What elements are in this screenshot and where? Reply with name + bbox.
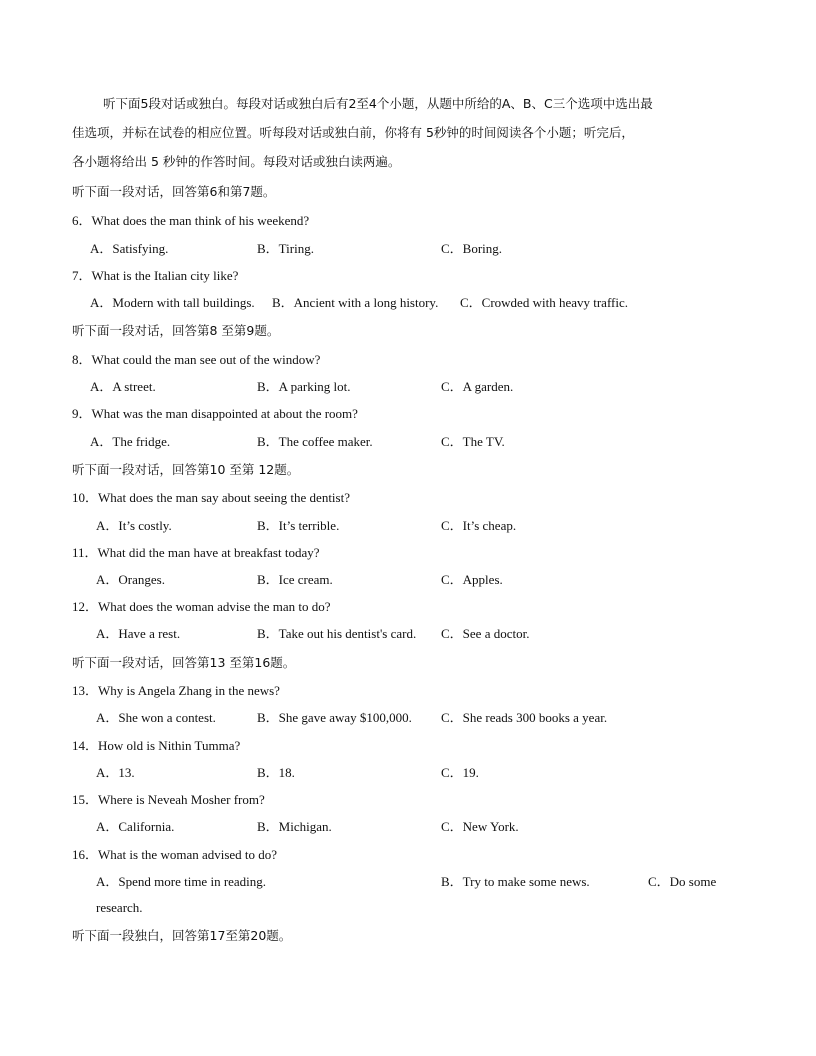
question-text: 10．What does the man say about seeing the dentist? — [72, 490, 350, 505]
option-b: B．Ice cream. — [257, 572, 333, 587]
option-c: C．New York. — [441, 819, 519, 834]
question-text: 6．What does the man think of his weekend? — [72, 213, 310, 228]
option-a: A．The fridge. — [90, 434, 171, 449]
section-heading: 听下面一段独白，回答第17至第20题。 — [72, 928, 292, 943]
option-b: B．18. — [257, 765, 295, 780]
section-heading: 听下面一段对话，回答第6和第7题。 — [72, 184, 276, 199]
question-text: 8．What could the man see out of the window? — [72, 352, 321, 367]
option-a: A．California. — [96, 819, 175, 834]
question-text: 7．What is the Italian city like? — [72, 268, 239, 283]
section-heading: 听下面一段对话，回答第13 至第16题。 — [72, 655, 296, 670]
intro-line-1: 听下面5段对话或独白。每段对话或独白后有2至4个小题，从题中所给的A、B、C三个选项中选出最 — [103, 96, 653, 111]
option-a: A．It’s costly. — [96, 518, 172, 533]
option-c-continued: research. — [96, 900, 143, 915]
option-c: C．She reads 300 books a year. — [441, 710, 608, 725]
option-a: A．She won a contest. — [96, 710, 216, 725]
option-a: A．A street. — [90, 379, 156, 394]
question-text: 11．What did the man have at breakfast today? — [72, 545, 320, 560]
question-text: 13．Why is Angela Zhang in the news? — [72, 683, 280, 698]
option-c: C．The TV. — [441, 434, 505, 449]
question-text: 15．Where is Neveah Mosher from? — [72, 792, 265, 807]
option-b: B．Take out his dentist's card. — [257, 626, 417, 641]
option-c: C．It’s cheap. — [441, 518, 517, 533]
option-c: C．19. — [441, 765, 479, 780]
option-c: C．Apples. — [441, 572, 503, 587]
option-a: A．Oranges. — [96, 572, 165, 587]
section-heading: 听下面一段对话，回答第8 至第9题。 — [72, 323, 280, 338]
question-text: 14．How old is Nithin Tumma? — [72, 738, 241, 753]
option-c: C．Crowded with heavy traffic. — [460, 295, 628, 310]
intro-line-3: 各小题将给出 5 秒钟的作答时间。每段对话或独白读两遍。 — [72, 154, 401, 169]
option-c: C．See a doctor. — [441, 626, 530, 641]
option-c: C．Do some — [648, 874, 717, 889]
option-b: B．Tiring. — [257, 241, 314, 256]
option-a: A．Have a rest. — [96, 626, 181, 641]
option-b: B．The coffee maker. — [257, 434, 373, 449]
question-text: 12．What does the woman advise the man to do? — [72, 599, 331, 614]
section-heading: 听下面一段对话，回答第10 至第 12题。 — [72, 462, 300, 477]
option-a: A．Modern with tall buildings. — [90, 295, 255, 310]
option-a: A．Spend more time in reading. — [96, 874, 267, 889]
option-a: A．Satisfying. — [90, 241, 169, 256]
option-b: B．A parking lot. — [257, 379, 351, 394]
option-b: B．Ancient with a long history. — [272, 295, 439, 310]
question-text: 16．What is the woman advised to do? — [72, 847, 278, 862]
option-b: B．She gave away $100,000. — [257, 710, 412, 725]
question-text: 9．What was the man disappointed at about the room? — [72, 406, 358, 421]
option-b: B．Michigan. — [257, 819, 332, 834]
option-b: B．Try to make some news. — [441, 874, 590, 889]
option-b: B．It’s terrible. — [257, 518, 340, 533]
option-c: C．A garden. — [441, 379, 514, 394]
option-c: C．Boring. — [441, 241, 503, 256]
option-a: A．13. — [96, 765, 135, 780]
intro-line-2: 佳选项，并标在试卷的相应位置。听每段对话或独白前，你将有 5秒钟的时间阅读各个小题；听完后， — [72, 125, 634, 140]
